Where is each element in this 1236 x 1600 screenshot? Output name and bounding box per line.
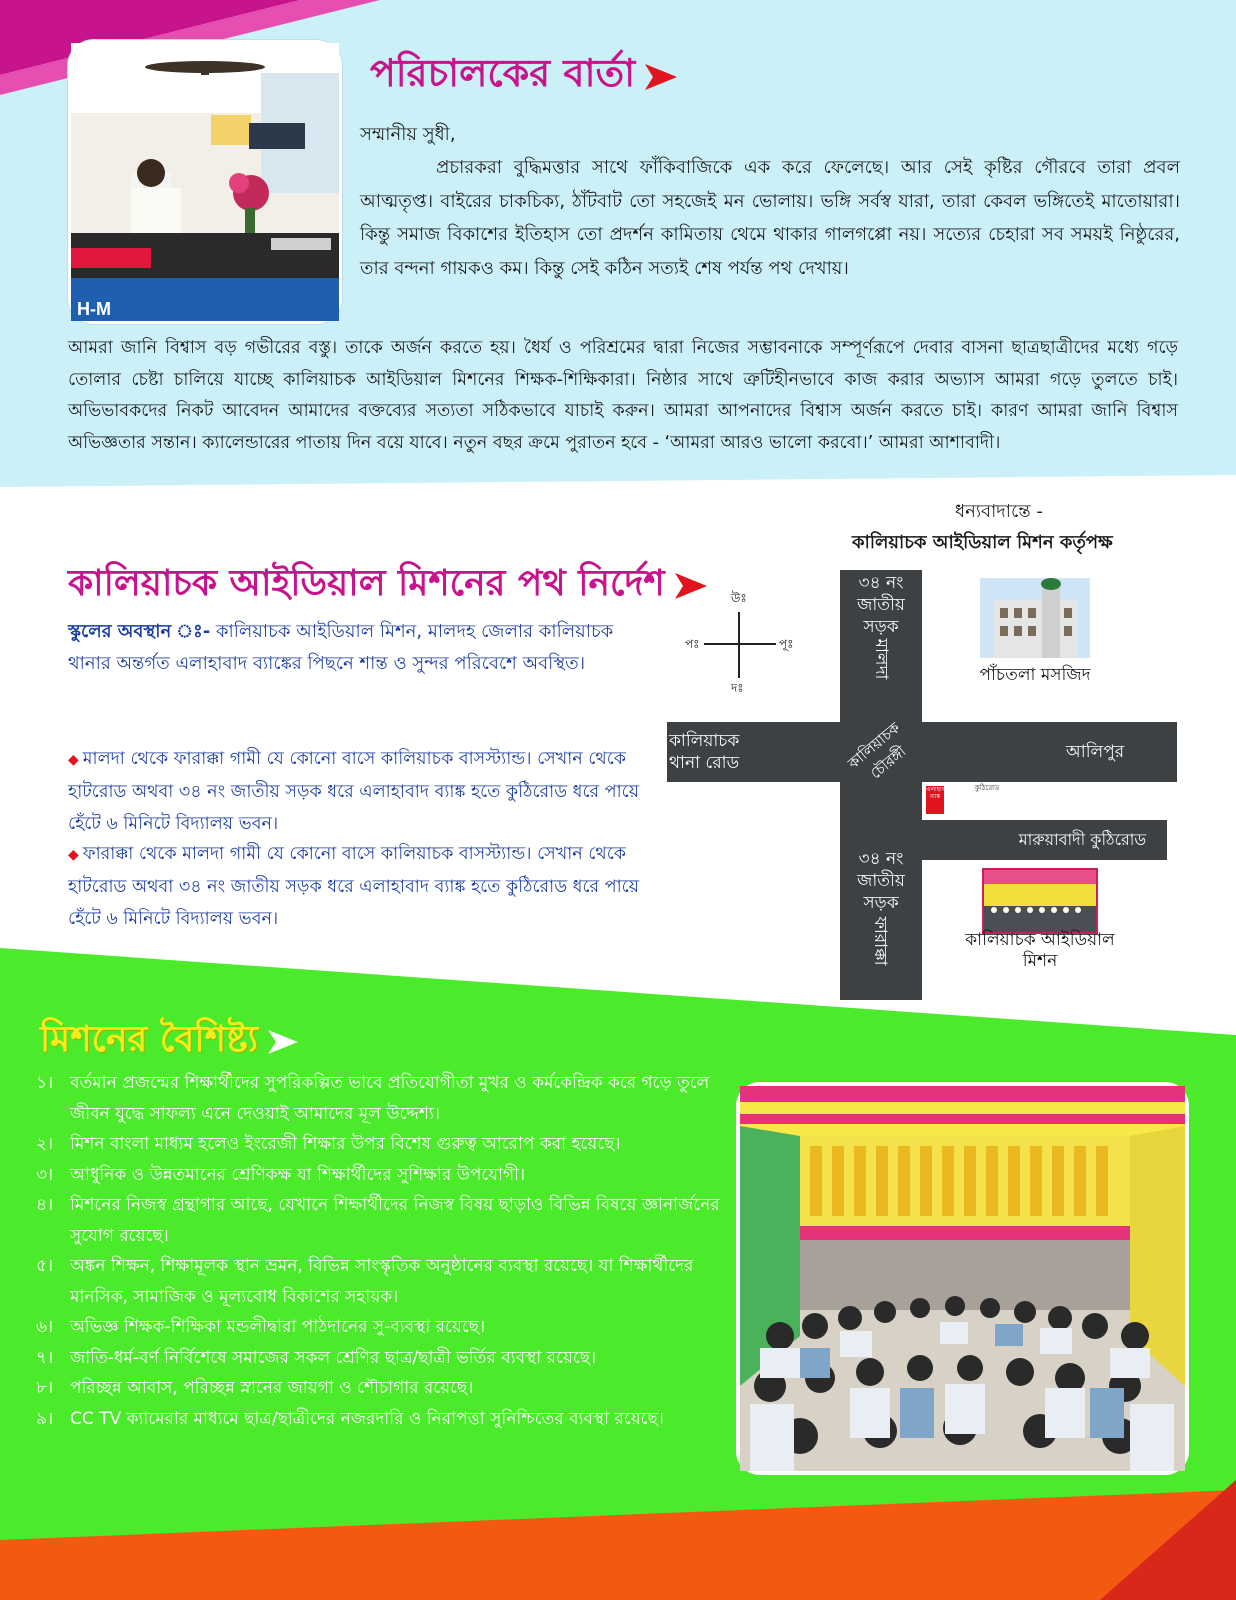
feature-item xyxy=(36,1068,736,1129)
feature-number: ৮। xyxy=(36,1378,54,1398)
feature-item xyxy=(36,1129,736,1160)
feature-number: ৩। xyxy=(36,1164,54,1185)
kuthi-marker: কুঠিরোড xyxy=(973,784,1001,818)
location-text: কালিয়াচক আইডিয়াল মিশন, মালদহ জেলার কালিয়াচক থানার অন্তর্গত এলাহাবাদ ব্যাঙ্কের পিছনে শান্ত ও সুন্দর পরিবেশে অবস্থিত। xyxy=(68,621,614,674)
bank-marker: এলাহাবাদ ব্যাঙ্ক xyxy=(926,786,944,814)
malda-label: মালদা xyxy=(871,638,891,680)
director-heading-text: পরিচালকের বার্তা xyxy=(370,50,636,95)
features-heading-text: মিশনের বৈশিষ্ট্য xyxy=(40,1018,259,1060)
director-paragraph-2: আমরা জানি বিশ্বাস বড় গভীরের বস্তু। তাকে অর্জন করতে হয়। ধৈর্য ও পরিশ্রমের দ্বারা নিজের সম্ভাবনাকে সম্পূর্ণরূপে দেবার বাসনা ছাত্রছাত্রীদের মধ্যে গড়ে তোলার চেষ্টা চালিয়ে যাচ্ছে কালিয়াচক আইডিয়াল মিশনের শিক্ষক-শিক্ষিকারা। নিষ্ঠার সাথে ত্রুটিহীনভাবে কাজ করার অভ্যাস আমরা গড়ে তুলতে চাই। অভিভাবকদের নিকট আবেদন আমাদের বক্তব্যের সত্যতা সঠিকভাবে যাচাই করুন। আমরা আপনাদের বিশ্বাস অর্জন করতে চাই। কারণ আমরা জানি বিশ্বাস অভিজ্ঞতার সন্তান। ক্যালেন্ডারের পাতায় দিন বয়ে যাবে। নতুন বছর ক্রমে পুরাতন হবে - ‘আমরা আরও ভালো করবো।’ আমরা আশাবাদী। xyxy=(68,338,1178,453)
assembly-photo xyxy=(736,1082,1189,1475)
feature-text: পরিচ্ছন্ন আবাস, পরিচ্ছন্ন স্নানের জায়গা ও শৌচাগার রয়েছে। xyxy=(70,1378,474,1398)
features-heading xyxy=(40,1012,298,1072)
authority-signature: কালিয়াচক আইডিয়াল মিশন কর্তৃপক্ষ xyxy=(852,532,1113,553)
route-malda-farakka xyxy=(68,743,668,840)
alipur-label: আলিপুর xyxy=(1065,742,1125,762)
school-location xyxy=(68,616,628,680)
school-label: কালিয়াচক আইডিয়াল মিশন xyxy=(965,930,1115,971)
feature-number: ১। xyxy=(36,1073,54,1093)
arrow-right-icon xyxy=(645,64,677,90)
directions-heading-text: কালিয়াচক আইডিয়াল মিশনের পথ নির্দেশ xyxy=(68,562,665,604)
feature-text: CC TV ক্যামেরার মাধ্যমে ছাত্র/ছাত্রীদের নজরদারি ও নিরাপত্তা সুনিশ্চিতের ব্যবস্থা রয়েছে। xyxy=(70,1408,664,1429)
feature-number: ৯। xyxy=(36,1408,54,1429)
salutation: সম্মানীয় সুধী, xyxy=(360,124,456,145)
route-text: মালদা থেকে ফারাক্কা গামী যে কোনো বাসে কালিয়াচক বাসস্ট্যান্ড। সেখান থেকে হাটরোড অথবা ৩৪ নং জাতীয় সড়ক ধরে এলাহাবাদ ব্যাঙ্ক হতে কুঠিরোড ধরে পায়ে হেঁটে ৬ মিনিটে বিদ্যালয় ভবন। xyxy=(68,749,639,834)
feature-number: ৬। xyxy=(36,1317,54,1337)
feature-item xyxy=(36,1373,736,1404)
diamond-bullet-icon: ◆ xyxy=(68,847,79,863)
diamond-bullet-icon: ◆ xyxy=(68,752,79,768)
farakka-label: ফারাক্কা xyxy=(870,916,890,966)
arrow-right-icon xyxy=(268,1030,298,1054)
feature-item xyxy=(36,1251,736,1312)
director-paragraph-1: প্রচারকরা বুদ্ধিমত্তার সাথে ফাঁকিবাজিকে এক করে ফেলেছে। আর সেই কৃষ্টির গৌরবে তারা প্রবল আত্মতৃপ্ত। বাইরের চাকচিক্য, ঠাঁটবাট তো সহজেই মন ভোলায়। ভঙ্গি সর্বস্ব যারা, তারা কেবল ভঙ্গিতেই মাতোয়ারা। কিন্তু সমাজ বিকাশের ইতিহাস তো প্রদর্শন কামিতায় থেমে থাকার গালগপ্পো নয়। সত্যের চেহারা সব সময়ই নিষ্ঠুরের, তার বন্দনা গায়কও কম। কিন্তু সেই কঠিন সত্যই শেষ পর্যন্ত পথ দেখায়। xyxy=(360,157,1180,279)
feature-item xyxy=(36,1190,736,1251)
thanks-text: ধন্যবাদান্তে - xyxy=(955,501,1043,522)
photo-badge: H-M xyxy=(77,299,111,319)
route-farakka-malda xyxy=(68,838,668,935)
director-photo xyxy=(68,40,342,324)
feature-item xyxy=(36,1312,736,1343)
feature-text: মিশনের নিজস্ব গ্রন্থাগার আছে, যেখানে শিক্ষার্থীদের নিজস্ব বিষয় ছাড়াও বিভিন্ন বিষয়ে জ্ঞানার্জনের সুযোগ রয়েছে। xyxy=(70,1195,720,1246)
feature-text: মিশন বাংলা মাধ্যম হলেও ইংরেজী শিক্ষার উপর বিশেষ গুরুত্ব আরোপ করা হয়েছে। xyxy=(70,1134,621,1154)
compass-east: পূঃ xyxy=(779,637,794,651)
feature-number: ৫। xyxy=(36,1256,54,1276)
feature-item xyxy=(36,1160,736,1191)
feature-text: বর্তমান প্রজন্মের শিক্ষার্থীদের সুপরিকল্পিত ভাবে প্রতিযোগীতা মুখর ও কর্মকেন্দ্রিক করে গড়ে তুলে জীবন যুদ্ধে সাফল্য এনে দেওয়াই আমাদের মূল উদ্দেশ্য। xyxy=(70,1073,710,1124)
compass-north: উঃ xyxy=(731,591,747,605)
compass-south: দঃ xyxy=(731,681,744,695)
feature-number: ৭। xyxy=(36,1347,54,1368)
feature-text: জাতি-ধর্ম-বর্ণ নির্বিশেষে সমাজের সকল শ্রেণির ছাত্র/ছাত্রী ভর্তির ব্যবস্থা রয়েছে। xyxy=(70,1347,597,1368)
location-label: স্কুলের অবস্থান ঃ- xyxy=(68,621,211,642)
marwari-kuthi-road-label: মারুয়াবাদী কুঠিরোড xyxy=(1018,830,1147,849)
location-map xyxy=(655,570,1215,1000)
mosque-photo xyxy=(980,578,1090,658)
nh34-bottom-label: ৩৪ নং জাতীয় সড়ক xyxy=(857,849,905,913)
feature-text: আধুনিক ও উন্নতমানের শ্রেণিকক্ষ যা শিক্ষার্থীদের সুশিক্ষার উপযোগী। xyxy=(70,1164,526,1185)
nh34-top-label: ৩৪ নং জাতীয় সড়ক xyxy=(857,573,905,637)
route-text: ফারাক্কা থেকে মালদা গামী যে কোনো বাসে কালিয়াচক বাসস্ট্যান্ড। সেখান থেকে হাটরোড অথবা ৩৪ নং জাতীয় সড়ক ধরে এলাহাবাদ ব্যাঙ্ক হতে কুঠিরোড ধরে পায়ে হেঁটে ৬ মিনিটে বিদ্যালয় ভবন। xyxy=(68,844,639,929)
feature-item xyxy=(36,1343,736,1374)
compass-west: পঃ xyxy=(685,637,700,651)
feature-number: ৪। xyxy=(36,1195,54,1215)
features-list xyxy=(36,1068,736,1434)
directions-heading xyxy=(68,556,707,616)
director-heading xyxy=(370,44,677,108)
school-photo-small xyxy=(982,868,1098,934)
chowrangi-label: কালিয়াচক চৌরঙ্গী xyxy=(844,718,910,783)
feature-text: অভিজ্ঞ শিক্ষক-শিক্ষিকা মন্ডলীদ্বারা পাঠদানের সু-ব্যবস্থা রয়েছে। xyxy=(70,1317,486,1337)
mosque-label: পাঁচতলা মসজিদ xyxy=(979,665,1091,685)
feature-item xyxy=(36,1404,736,1435)
feature-text: অঙ্কন শিক্ষন, শিক্ষামূলক স্থান ভ্রমন, বিভিন্ন সাংস্কৃতিক অনুষ্ঠানের ব্যবস্থা রয়েছে। যা শিক্ষার্থীদের মানসিক, সামাজিক ও মূল্যবোধ বিকাশের সহায়ক। xyxy=(70,1256,694,1307)
feature-number: ২। xyxy=(36,1134,54,1154)
compass-icon xyxy=(738,612,740,678)
thana-road-label: কালিয়াচক থানা রোড xyxy=(669,731,740,773)
